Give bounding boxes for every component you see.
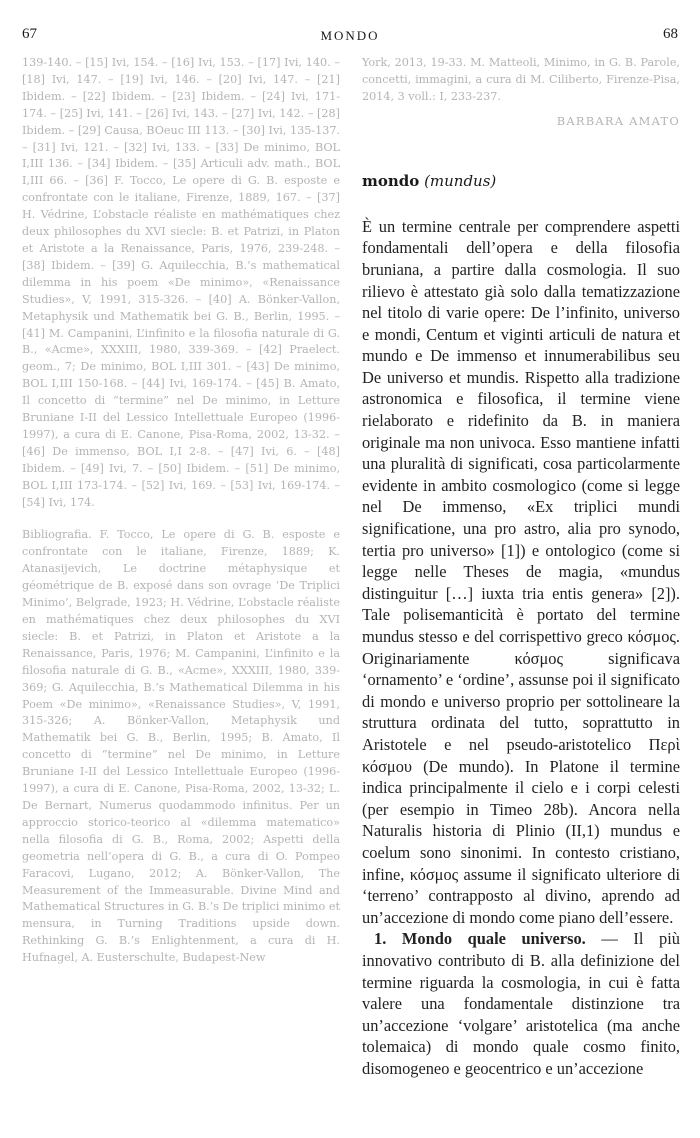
footnotes: 139-140. – [15] Ivi, 154. – [16] Ivi, 153. – [17] Ivi, 140. – [18] Ivi, 147. – [19] Ivi, 146. – [20] Ivi, 147. – [21] Ibidem. – [22] Ibidem. – [23] Ibidem. – [24] Ivi, 171-174. – [25] Ivi, 141. – [26] Ivi, 143. – [27] Ivi, 142. – [28] Ibidem. – [29] Causa, BOeuc III 113. – [30] Ivi, 135-137. – [31] Ivi, 121. – [32] Ivi, 133. – [33] De minimo, BOL I,III 136. – [34] Ibidem. – [35] Articuli adv. math., BOL I,III 66. – [36] F. Tocco, Le opere di G. B. esposte e confrontate con le italiane, Firenze, 1889, 167. – [37] H. Védrine, L’obstacle réaliste en mathématiques chez deux philosophes du XVI siecle: B. et Patrizi, in Platon et Aristote a la Renaissance, Paris, 1976, 239-248. – [38] Ibidem. – [39] G. Aquilecchia, B.’s mathematical dilemma in his poem «De minimo», «Renaissance Studies», V, 1991, 315-326. – [40] A. Bönker-Vallon, Metaphysik und Mathematik bei G. B., Berlin, 1995. – [41] M. Campanini, L’infinito e la filosofia naturale di G. B., «Acme», XXXIII, 1980, 339-369. – [42] Praelect. geom., 7; De minimo, BOL I,III 301. – [43] De minimo, BOL I,III 150-168. – [44] Ivi, 169-174. – [45] B. Amato, Il concetto di “termine” nel De minimo, in Letture Bruniane I-II del Lessico Intellettuale Europeo (1996-1997), a cura di E. Canone, Pisa-Roma, 2002, 13-32. – [46] De immenso, BOL I,I 2-8. – [47] Ivi, 6. – [48] Ibidem. – [49] Ivi, 7. – [50] Ibidem. – [51] De minimo, BOL I,III 173-174. – [52] Ivi, 169. – [53] Ivi, 169-174. – [54] Ivi, 174.	[22, 56, 340, 509]
author-signature: BARBARA AMATO	[556, 113, 680, 128]
paragraph-2	[362, 928, 680, 1079]
entry-title	[362, 172, 680, 190]
entry-headword: mondo	[362, 171, 420, 190]
page-number-left: 67	[22, 26, 37, 42]
paragraph-1: È un termine centrale per comprendere aspetti fondamentali dell’opera e della filosofia bruniana, a partire dalla cosmologia. Il suo rilievo è attestato già solo dalla tematizzazione nel titolo di varie opere: De l’infinito, universo e mondi, Centum et viginti articuli de natura et mundo e De immenso et innumerabilibus seu De universo et mundis. Rispetto alla tradizione astronomica e filosofica, il termine viene rielaborato e ridefinito da B. in maniera originale ma non univoca. Esso mantiene infatti una pluralità di significati, cosa particolarmente evidente in ambito cosmologico (come si legge nel De immenso, «Ex triplici mundi significatione, una pro astro, alia pro synodo, tertia pro universo» [1]) e ontologico (come si legge nelle Theses de magia, «mundus distinguitur […] iuxta tria entis genera» [2]). Tale polisemanticità è portato del termine mundus stesso e del corrispettivo greco κόσμος. Originariamente κόσμος significava ‘ornamento’ e ‘ordine’, assunse poi il significato di mondo e universo proprio per sottolineare la struttura ordinata del tutto, soprattutto in Aristotele e nel pseudo-aristotelico Περὶ κόσμου (De mundo). In Platone il termine indica principalmente il cielo e i corpi celesti (per esempio in Timeo 28b). Ancora nella Naturalis historia di Plinio (II,1) mundus e coelum sono sinonimi. In contesto cristiano, infine, κόσμος assume il significato ulteriore di ‘terreno’ contrapposto al divino, aprendo ad un’accezione di mondo come piano dell’essere.	[362, 216, 680, 927]
left-column	[22, 55, 340, 967]
running-head: MONDO	[320, 28, 380, 43]
bibliography-continued: York, 2013, 19-33. M. Matteoli, Minimo, in G. B. Parole, concetti, immagini, a cura di M. Ciliberto, Firenze-Pisa, 2014, 3 voll.: I, 233-237.	[362, 56, 680, 103]
bibliography: Bibliografia. F. Tocco, Le opere di G. B. esposte e confrontate con le italiane, Firenze, 1889; K. Atanasijevich, Le doctrine métaphysique et géométrique de B. exposé dans son ovrage ‘De Triplici Minimo’, Belgrade, 1923; H. Védrine, L’obstacle réaliste en mathématiques chez deux philosophes du XVI siecle: B. et Patrizi, in Platon et Aristote a la Renaissance, Paris, 1976; M. Campanini, L’infinito e la filosofia naturale di G. B., «Acme», XXXIII, 1980, 339-369; G. Aquilecchia, B.’s Mathematical Dilemma in his Poem «De minimo», «Renaissance Studies», V, 1991, 315-326; A. Bönker-Vallon, Metaphysik und Mathematik bei G. B., Berlin, 1995; B. Amato, Il concetto di “termine” nel De minimo, in Letture Bruniane I-II del Lessico Intellettuale Europeo (1996-1997), a cura di E. Canone, Pisa-Roma, 2002, 13-32; L. De Bernart, Numerus quodammodo infinitus. Per un approccio storico-teorico al «dilemma matematico» nella filosofia di G. B., Roma, 2002; Aspetti della geometria nell’opera di G. B., a cura di O. Pompeo Faracovi, Lugano, 2012; A. Bönker-Vallon, The Measurement of the Immeasurable. Divine Mind and Mathematical Structures in G. B.’s De triplici minimo et mensura, in Turning Traditions upside down. Rethinking G. B.’s Enlightenment, a cura di H. Hufnagel, A. Eusterschulte, Budapest-New	[22, 528, 340, 965]
page-number-right: 68	[663, 26, 678, 42]
entry-body	[362, 216, 680, 1080]
right-column	[362, 55, 680, 1079]
paragraph-2-text: — Il più innovativo contributo di B. alla definizione del termine riguarda la cosmologia, in cui è fatta valere una fondamentale distinzione tra un’accezione ‘volgare’ aristotelica (ma anche tolemaica) di mondo quale cosmo finito, disomogeneo e geocentrico e un’accezione	[362, 929, 680, 1078]
section-heading: 1. Mondo quale universo.	[374, 929, 586, 949]
entry-latin: (mundus)	[424, 171, 497, 190]
